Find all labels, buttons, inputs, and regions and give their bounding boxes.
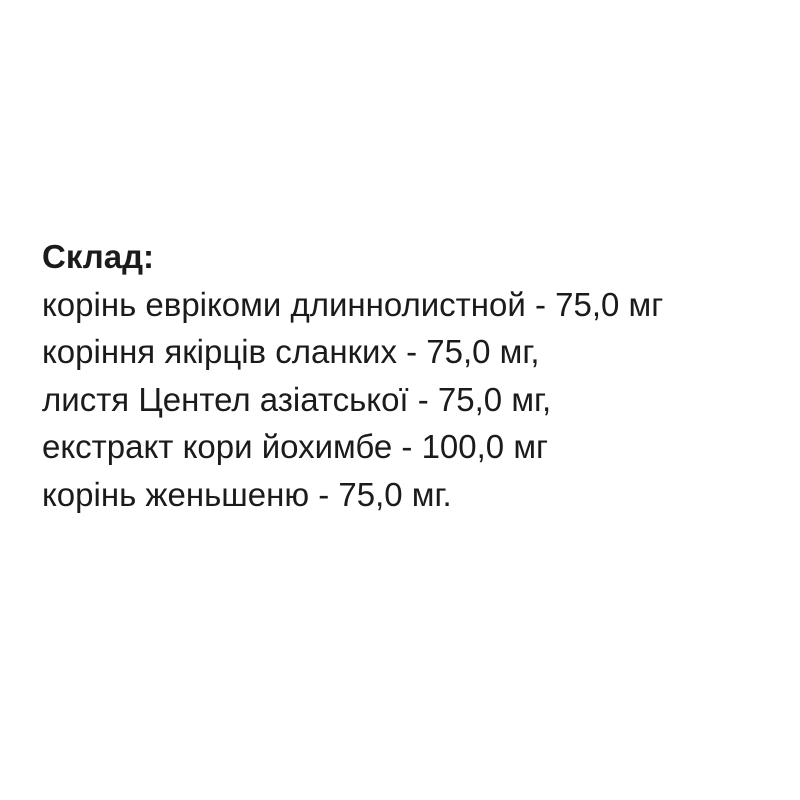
ingredient-line-yohimbe: екстракт кори йохимбе - 100,0 мг xyxy=(42,428,549,465)
ingredients-text-block xyxy=(42,233,782,518)
ingredient-line-tribulus: коріння якірців сланких - 75,0 мг, xyxy=(42,333,540,370)
ingredient-line-centella: листя Центел азіатської - 75,0 мг, xyxy=(42,380,552,418)
ingredients-heading: Склад: xyxy=(42,238,155,275)
ingredient-line-eurycoma: корінь еврікоми длиннолистной - 75,0 мг xyxy=(42,285,664,323)
ingredient-line-ginseng: корінь женьшеню - 75,0 мг. xyxy=(42,475,452,513)
